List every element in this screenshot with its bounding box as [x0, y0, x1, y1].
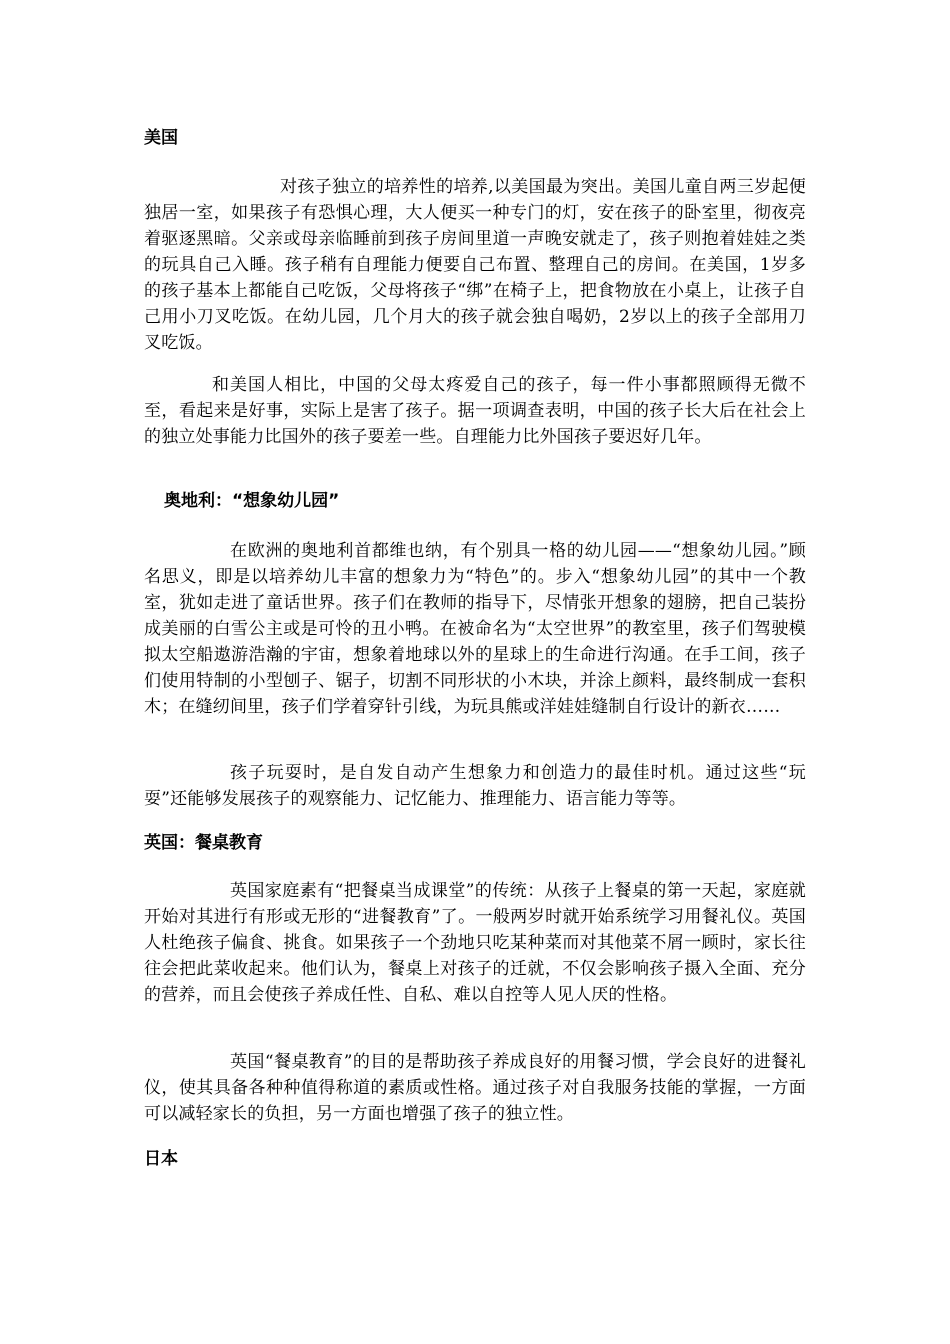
paragraph-austria-2: 孩子玩耍时，是自发自动产生想象力和创造力的最佳时机。通过这些“玩耍”还能够发展孩子的观察能力、记忆能力、推理能力、语言能力等等。 [144, 763, 806, 809]
section-heading-uk: 英国：餐桌教育 [144, 833, 263, 853]
section-heading-usa: 美国 [144, 128, 178, 148]
paragraph-usa-2: 和美国人相比，中国的父母太疼爱自己的孩子，每一件小事都照顾得无微不至，看起来是好事，实际上是害了孩子。据一项调查表明，中国的孩子长大后在社会上的独立处事能力比国外的孩子要差一些。自理能力比外国孩子要迟好几年。 [144, 375, 806, 447]
section-heading-austria: 奥地利：“想象幼儿园” [164, 491, 340, 511]
paragraph-usa-1: 对孩子独立的培养性的培养,以美国最为突出。美国儿童自两三岁起便独居一室，如果孩子有恐惧心理，大人便买一种专门的灯，安在孩子的卧室里，彻夜亮着驱逐黑暗。父亲或母亲临睡前到孩子房间里道一声晚安就走了，孩子则抱着娃娃之类的玩具自己入睡。孩子稍有自理能力便要自己布置、整理自己的房间。在美国，1岁多的孩子基本上都能自己吃饭，父母将孩子“绑”在椅子上，把食物放在小桌上，让孩子自己用小刀叉吃饭。在幼儿园，几个月大的孩子就会独自喝奶，2岁以上的孩子全部用刀叉吃饭。 [144, 177, 806, 353]
paragraph-uk-2: 英国“餐桌教育”的目的是帮助孩子养成良好的用餐习惯，学会良好的进餐礼仪，使其具备各种种值得称道的素质或性格。通过孩子对自我服务技能的掌握，一方面可以减轻家长的负担，另一方面也增强了孩子的独立性。 [144, 1052, 806, 1124]
paragraph-austria-1: 在欧洲的奥地利首都维也纳，有个别具一格的幼儿园——“想象幼儿园。”顾名思义，即是以培养幼儿丰富的想象力为“特色”的。步入“想象幼儿园”的其中一个教室，犹如走进了童话世界。孩子们在教师的指导下，尽情张开想象的翅膀，把自己装扮成美丽的白雪公主或是可怜的丑小鸭。在被命名为“太空世界”的教室里，孩子们驾驶模拟太空船遨游浩瀚的宇宙，想象着地球以外的星球上的生命进行沟通。在手工间，孩子们使用特制的小型刨子、锯子，切割不同形状的小木块，并涂上颜料，最终制成一套积木；在缝纫间里，孩子们学着穿针引线，为玩具熊或洋娃娃缝制自行设计的新衣…… [144, 541, 806, 717]
paragraph-uk-1: 英国家庭素有“把餐桌当成课堂”的传统：从孩子上餐桌的第一天起，家庭就开始对其进行有形或无形的“进餐教育”了。一般两岁时就开始系统学习用餐礼仪。英国人杜绝孩子偏食、挑食。如果孩子一个劲地只吃某种菜而对其他菜不屑一顾时，家长往往会把此菜收起来。他们认为，餐桌上对孩子的迁就，不仅会影响孩子摄入全面、充分的营养，而且会使孩子养成任性、自私、难以自控等人见人厌的性格。 [144, 881, 806, 1005]
section-heading-japan: 日本 [144, 1149, 178, 1169]
